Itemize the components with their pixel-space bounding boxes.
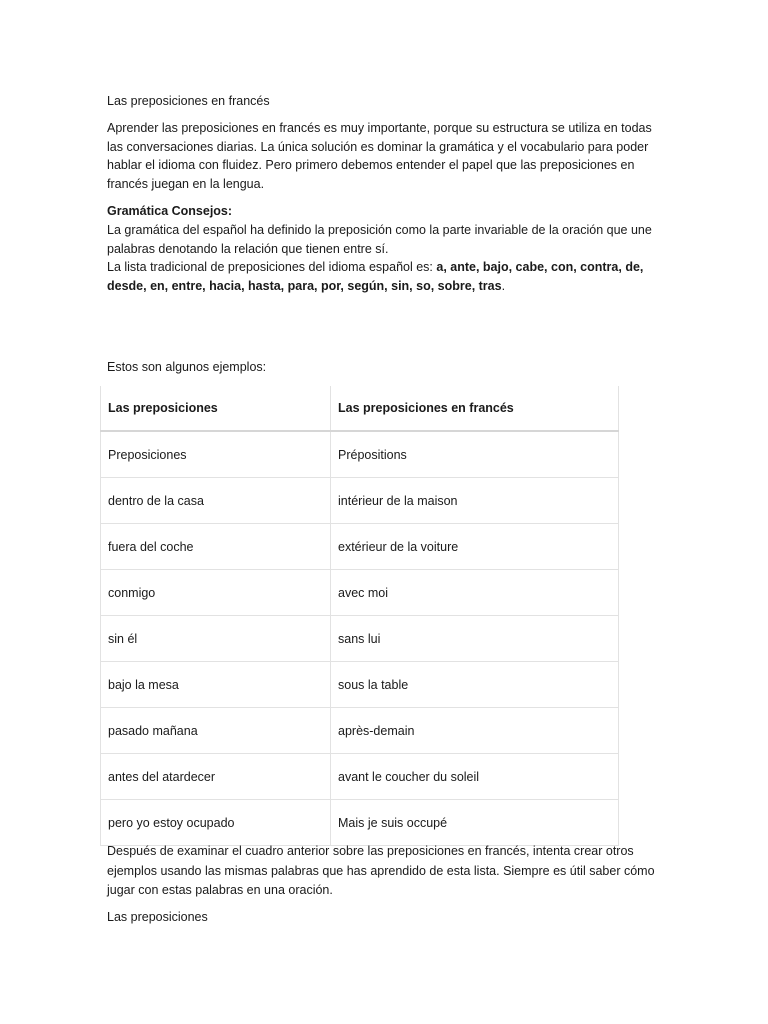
document-page <box>107 92 662 924</box>
preposition-list-suffix: . <box>501 279 506 294</box>
table-row <box>101 708 619 754</box>
preposition-list-prefix: La lista tradicional de preposiciones del idioma español es: <box>107 260 437 275</box>
grammar-tips-heading: Gramática Consejos: <box>107 204 233 218</box>
table-cell-french: après-demain <box>331 708 619 754</box>
table-row <box>101 662 619 708</box>
table-cell-french: sous la table <box>331 662 619 708</box>
table-cell-french: avant le coucher du soleil <box>331 754 619 800</box>
table-cell-french: sans lui <box>331 616 619 662</box>
table-row <box>101 524 619 570</box>
table-header-french: Las preposiciones en francés <box>331 386 619 431</box>
table-cell-spanish: bajo la mesa <box>101 662 331 708</box>
table-cell-spanish: fuera del coche <box>101 524 331 570</box>
table-cell-spanish: dentro de la casa <box>101 478 331 524</box>
preposition-list-line <box>107 258 662 296</box>
table-cell-french: avec moi <box>331 570 619 616</box>
table-cell-spanish: pero yo estoy ocupado <box>101 800 331 846</box>
preposition-list-items: a, ante, bajo, cabe, con, contra, de, desde, en, entre, hacia, hasta, para, por, según, sin, so, sobre, tras <box>107 260 644 294</box>
table-row <box>101 754 619 800</box>
grammar-tips-section <box>107 202 662 296</box>
table-cell-spanish: conmigo <box>101 570 331 616</box>
table-header-row <box>101 386 619 431</box>
table-row <box>101 800 619 846</box>
table-row <box>101 616 619 662</box>
table-cell-spanish: pasado mañana <box>101 708 331 754</box>
after-table-paragraph: Después de examinar el cuadro anterior sobre las preposiciones en francés, intenta crear otros ejemplos usando las mismas palabras que has aprendido de esta lista. Siempre es útil saber cómo jugar con estas palabras en una oración. <box>107 844 655 897</box>
examples-intro: Estos son algunos ejemplos: <box>107 360 267 374</box>
intro-paragraph: Aprender las preposiciones en francés es muy importante, porque su estructura se utiliza en todas las conversaciones diarias. La única solución es dominar la gramática y el vocabulario para poder hablar el idioma con fluidez. Pero primero debemos entender el papel que las preposiciones en francés juegan en la lengua. <box>107 121 652 191</box>
table-cell-spanish: antes del atardecer <box>101 754 331 800</box>
table-cell-french: intérieur de la maison <box>331 478 619 524</box>
prepositions-table <box>100 386 619 846</box>
grammar-tips-definition: La gramática del español ha definido la preposición como la parte invariable de la oración que une palabras denotando la relación que tienen entre sí. <box>107 222 652 256</box>
table-row <box>101 570 619 616</box>
table-header-spanish: Las preposiciones <box>101 386 331 431</box>
table-row <box>101 478 619 524</box>
document-title: Las preposiciones en francés <box>107 94 270 108</box>
table-cell-french: Prépositions <box>331 431 619 478</box>
table-cell-french: extérieur de la voiture <box>331 524 619 570</box>
closing-line: Las preposiciones <box>107 910 208 924</box>
table-row <box>101 431 619 478</box>
table-cell-french: Mais je suis occupé <box>331 800 619 846</box>
table-cell-spanish: sin él <box>101 616 331 662</box>
table-cell-spanish: Preposiciones <box>101 431 331 478</box>
